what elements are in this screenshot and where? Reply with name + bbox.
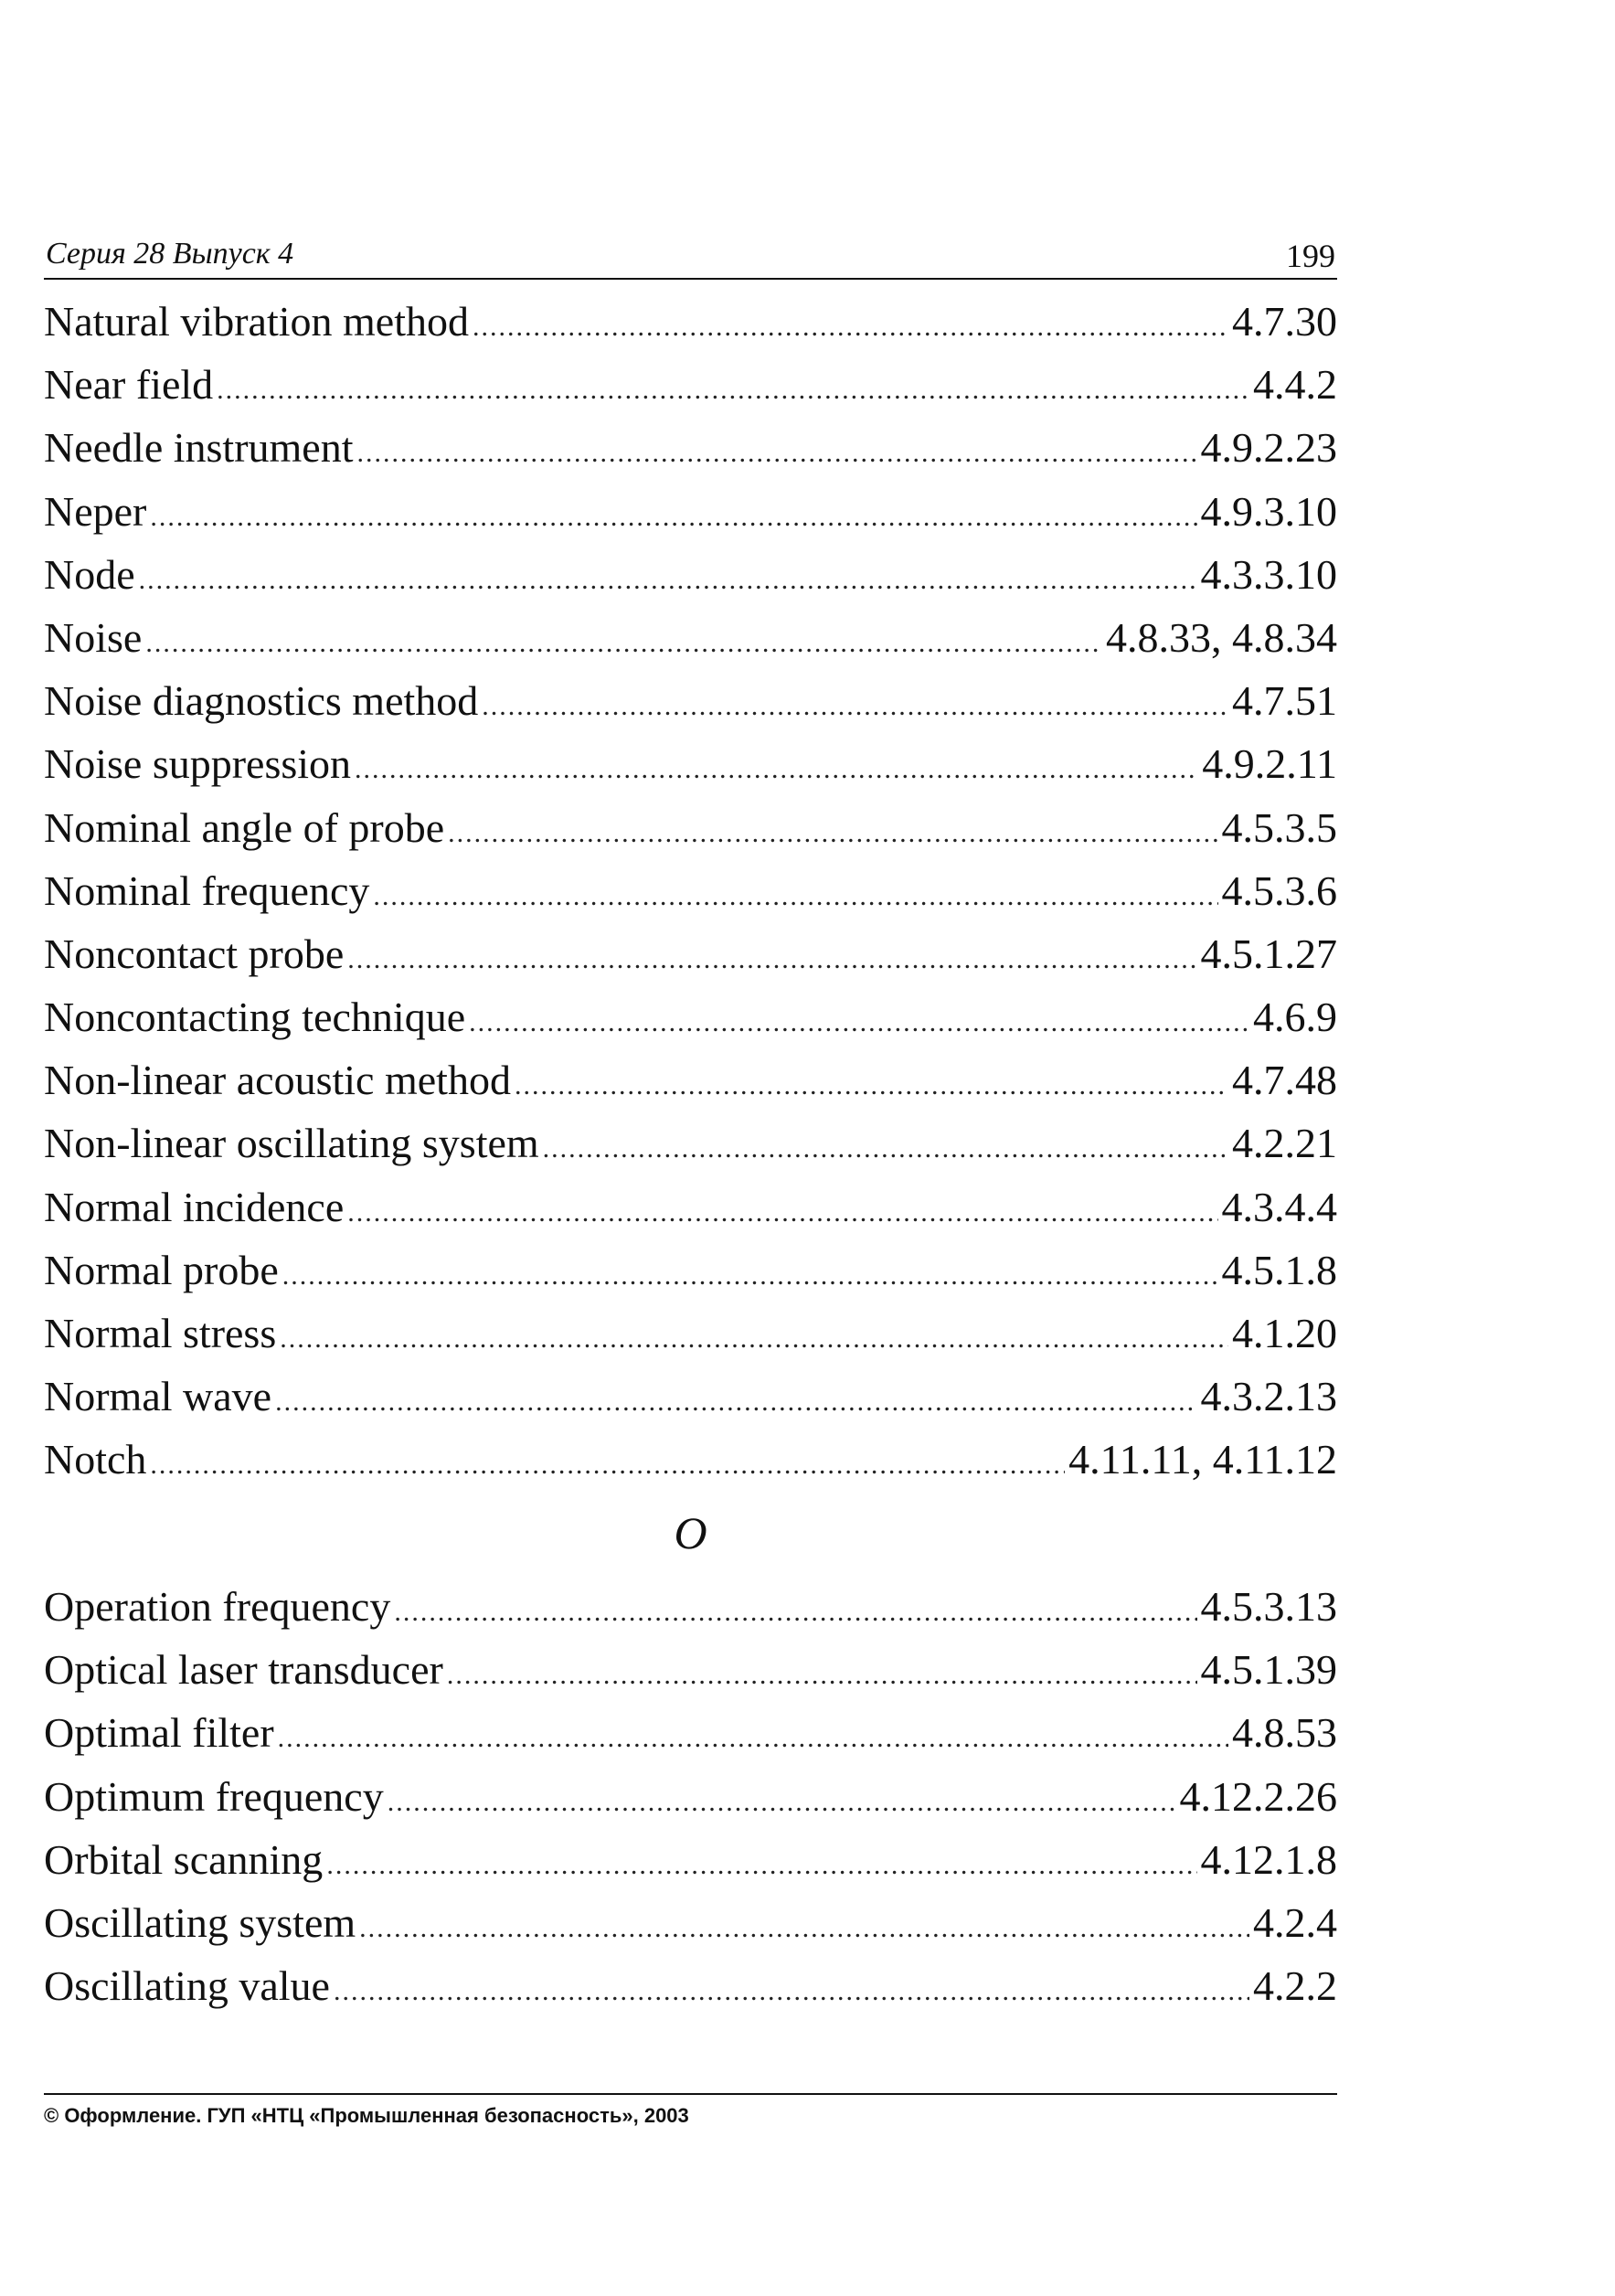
index-entry [44,801,1337,864]
index-entry [44,737,1337,800]
entry-term: Operation frequency [44,1583,391,1630]
index-entry [44,484,1337,547]
entry-reference: 4.3.3.10 [1200,550,1337,598]
entry-term: Nominal frequency [44,866,370,914]
entry-term: Noise [44,613,143,661]
series-title: Серия 28 Выпуск 4 [46,237,294,271]
index-entry [44,927,1337,990]
page-number: 199 [1286,238,1335,274]
entry-term: Oscillating system [44,1898,356,1946]
index-entry [44,1770,1337,1833]
index-entry [44,1833,1337,1896]
entry-reference: 4.9.3.10 [1200,487,1337,535]
entry-term: Optimum frequency [44,1772,384,1820]
entry-term: Oscillating value [44,1962,330,2010]
entry-reference: 4.5.3.13 [1200,1583,1337,1630]
entry-reference: 4.2.4 [1253,1898,1337,1946]
index-entry [44,1706,1337,1769]
entry-term: Notch [44,1436,147,1483]
dot-leader [347,932,1196,987]
dot-leader [373,869,1217,924]
entry-term: Noncontacting technique [44,994,466,1041]
dot-leader [150,490,1196,545]
entry-term: Normal incidence [44,1183,345,1230]
entry-term: Node [44,550,135,598]
dot-leader [282,1249,1218,1303]
entry-term: Normal probe [44,1246,279,1293]
dot-leader [355,742,1198,797]
dot-leader [278,1711,1228,1766]
footer-rule [44,2093,1337,2095]
entry-term: Non-linear oscillating system [44,1120,539,1167]
dot-leader [334,1964,1249,2019]
dot-leader [357,426,1197,481]
entry-term: Non-linear acoustic method [44,1057,511,1104]
index-entry [44,1959,1337,2022]
index-entry [44,1896,1337,1959]
entry-term: Noncontact probe [44,930,345,977]
index-entry [44,1432,1337,1495]
entry-term: Optical laser transducer [44,1646,443,1694]
entry-reference: 4.12.1.8 [1200,1835,1337,1883]
dot-leader [515,1058,1228,1113]
entry-reference: 4.3.2.13 [1200,1373,1337,1420]
entry-reference: 4.9.2.23 [1200,424,1337,472]
entry-term: Nominal angle of probe [44,803,445,851]
index-entry [44,1306,1337,1369]
entry-reference: 4.7.51 [1232,677,1337,725]
dot-leader [139,553,1197,608]
entry-term: Normal stress [44,1310,277,1356]
dot-leader [145,616,1102,671]
dot-leader [275,1375,1196,1430]
entry-term: Near field [44,361,214,409]
entry-reference: 4.8.53 [1232,1709,1337,1757]
index-entry [44,1369,1337,1432]
dot-leader [280,1312,1228,1366]
index-entry [44,357,1337,420]
entry-reference: 4.2.21 [1232,1120,1337,1167]
entry-reference: 4.12.2.26 [1179,1772,1337,1820]
index-entry [44,1642,1337,1706]
entry-reference: 4.3.4.4 [1221,1183,1337,1230]
index-entry [44,1116,1337,1179]
entry-reference: 4.5.1.39 [1200,1646,1337,1694]
index-entry [44,990,1337,1053]
dot-leader [447,1648,1197,1703]
entry-term: Normal wave [44,1373,272,1420]
entry-term: Neper [44,487,147,535]
dot-leader [359,1901,1249,1956]
entry-term: Orbital scanning [44,1835,324,1883]
section-letter-heading: O [674,1507,707,1558]
entry-reference: 4.11.11, 4.11.12 [1068,1436,1337,1483]
entry-reference: 4.8.33, 4.8.34 [1106,613,1337,661]
entry-reference: 4.7.48 [1232,1057,1337,1104]
index-entry [44,294,1337,357]
dot-leader [150,1438,1065,1493]
dot-leader [394,1585,1196,1640]
dot-leader [347,1185,1217,1240]
entry-reference: 4.5.1.27 [1200,930,1337,977]
entry-reference: 4.1.20 [1232,1310,1337,1356]
index-entry [44,1053,1337,1116]
dot-leader [469,995,1249,1050]
index-entry [44,1579,1337,1642]
dot-leader [482,679,1228,734]
index-section-o [44,1579,1337,2022]
index-entry [44,611,1337,674]
entry-reference: 4.5.3.5 [1221,803,1337,851]
entry-reference: 4.9.2.11 [1202,740,1337,788]
dot-leader [326,1838,1196,1893]
dot-leader [473,300,1228,355]
entry-term: Natural vibration method [44,298,469,345]
entry-term: Noise suppression [44,740,352,788]
entry-reference: 4.6.9 [1253,994,1337,1041]
dot-leader [448,806,1217,861]
dot-leader [543,1121,1228,1176]
entry-reference: 4.5.1.8 [1221,1246,1337,1293]
running-header [44,236,1337,280]
entry-reference: 4.5.3.6 [1221,866,1337,914]
entry-reference: 4.2.2 [1253,1962,1337,2010]
index-entry [44,1180,1337,1243]
entry-reference: 4.4.2 [1253,361,1337,409]
dot-leader [217,363,1249,418]
document-page [44,0,1337,2296]
entry-reference: 4.7.30 [1232,298,1337,345]
entry-term: Noise diagnostics method [44,677,479,725]
entry-term: Optimal filter [44,1709,274,1757]
index-section-n [44,294,1337,1496]
footer-copyright: © Оформление. ГУП «НТЦ «Промышленная безопасность», 2003 [44,2104,689,2127]
index-entry [44,674,1337,737]
dot-leader [388,1775,1176,1830]
entry-term: Needle instrument [44,424,354,472]
index-entry [44,547,1337,611]
index-entry [44,1243,1337,1306]
index-entry [44,420,1337,484]
index-entry [44,864,1337,927]
